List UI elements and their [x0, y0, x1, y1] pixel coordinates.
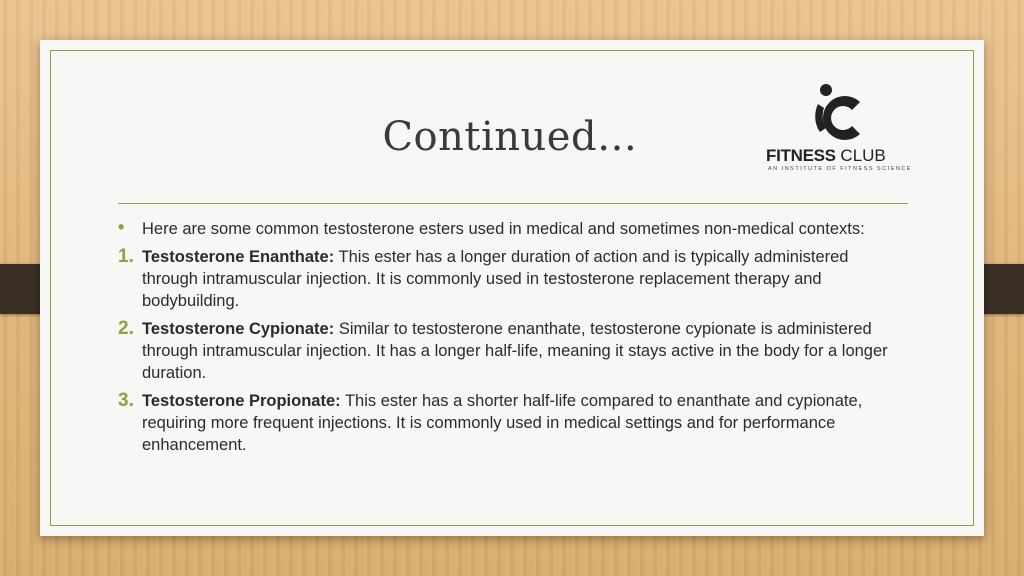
item-term: Testosterone Propionate:: [142, 392, 341, 410]
slide-body: [118, 218, 908, 462]
intro-text: Here are some common testosterone esters used in medical and sometimes non-medical contexts:: [142, 220, 865, 238]
item-number: 2.: [118, 318, 134, 339]
item-term: Testosterone Cypionate:: [142, 320, 335, 338]
list-item: [118, 246, 908, 312]
list-item: [118, 318, 908, 384]
bullet-icon: •: [118, 217, 125, 237]
item-number: 3.: [118, 390, 134, 411]
item-term: Testosterone Enanthate:: [142, 248, 335, 266]
item-text: Similar to testosterone enanthate, testosterone cypionate is administered through intramuscular injection. It has a longer half-life, meaning it stays active in the body for a longer duration.: [142, 320, 888, 382]
logo-brand-bold: FITNESS: [766, 146, 836, 165]
item-text: This ester has a longer duration of action and is typically administered through intramuscular injection. It is commonly used in testosterone replacement therapy and bodybuilding.: [142, 248, 849, 310]
slide-title: Continued…: [382, 114, 638, 160]
intro-bullet: [118, 218, 908, 240]
title-divider: [118, 203, 908, 204]
logo-tagline: AN INSTITUTE OF FITNESS SCIENCE: [768, 166, 912, 172]
logo-wordmark: [766, 146, 916, 166]
fitness-club-logo: [766, 82, 916, 174]
list-item: [118, 390, 908, 456]
logo-brand-light: CLUB: [840, 146, 886, 165]
item-text: This ester has a shorter half-life compared to enanthate and cypionate, requiring more frequent injections. It is commonly used in medical settings and for performance enhancement.: [142, 392, 863, 454]
item-number: 1.: [118, 246, 134, 267]
logo-c-icon: [812, 82, 870, 144]
